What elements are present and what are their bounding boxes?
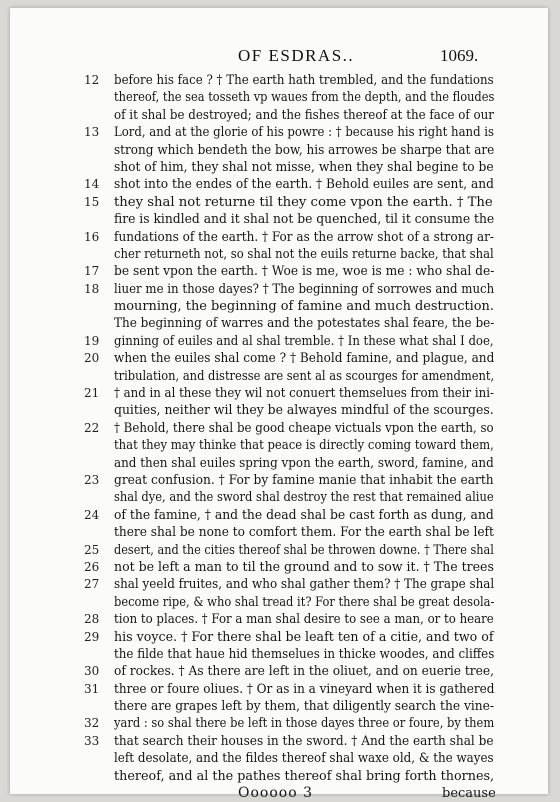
text-line bbox=[10, 194, 548, 211]
verse-number: 26 bbox=[84, 559, 100, 574]
line-text: and then shal euiles spring vpon the earth, sword, famine, and bbox=[114, 455, 494, 471]
line-text: before his face ? † The earth hath trembled, and the fundations bbox=[114, 73, 494, 88]
verse-number: 31 bbox=[84, 681, 100, 696]
verse-number: 16 bbox=[84, 229, 100, 244]
verse-number: 21 bbox=[84, 386, 100, 401]
line-text: tribulation, and distresse are sent al as scourges for amendment, bbox=[114, 368, 495, 384]
text-line bbox=[10, 524, 548, 541]
line-text: yard : so shal there be left in those dayes three or foure, by them bbox=[114, 716, 495, 732]
line-text: cher returneth not, so shal not the euils returne backe, that shal bbox=[114, 246, 494, 262]
line-text: that search their houses in the sword. † And the earth shal be bbox=[114, 733, 494, 749]
catchword: because bbox=[442, 786, 496, 802]
verse-number: 22 bbox=[84, 420, 100, 435]
text-line bbox=[10, 211, 548, 228]
line-text: of rockes. † As there are left in the oliuet, and on euerie tree, bbox=[114, 664, 494, 680]
line-text: thereof, the sea tosseth vp waues from the depth, and the floudes bbox=[114, 90, 495, 106]
verse-number: 15 bbox=[84, 194, 100, 209]
text-line bbox=[10, 733, 548, 750]
verse-number: 32 bbox=[84, 716, 100, 731]
verse-number: 25 bbox=[84, 542, 100, 557]
verse-number: 33 bbox=[84, 733, 100, 748]
running-head: OF ESDRAS.. bbox=[238, 46, 355, 65]
verse-number: 12 bbox=[84, 73, 100, 87]
verse-number: 13 bbox=[84, 125, 100, 140]
verse-number: 19 bbox=[84, 333, 100, 348]
line-text: quities, neither wil they be alwayes mindful of the scourges. bbox=[114, 403, 494, 419]
verse-number: 24 bbox=[84, 507, 100, 522]
line-text: fundations of the earth. † For as the arrow shot of a strong ar- bbox=[114, 229, 494, 245]
line-text: be sent vpon the earth. † Woe is me, woe is me : who shal de- bbox=[114, 264, 495, 280]
line-text: the filde that haue hid themselues in thicke woodes, and cliffes bbox=[114, 646, 495, 662]
text-line bbox=[10, 281, 548, 298]
line-text: left desolate, and the fildes thereof shal waxe old, & the wayes bbox=[114, 751, 494, 767]
text-line bbox=[10, 72, 548, 89]
text-line bbox=[10, 629, 548, 646]
text-line bbox=[10, 698, 548, 715]
text-line bbox=[10, 159, 548, 176]
line-text: tion to places. † For a man shal desire to see a man, or to heare bbox=[114, 612, 494, 628]
line-text: The beginning of warres and the potestates shal feare, the be- bbox=[114, 316, 495, 332]
text-line bbox=[10, 507, 548, 524]
verse-number: 23 bbox=[84, 472, 100, 487]
signature-mark: Oooooo 3 bbox=[238, 785, 313, 802]
line-text: shal yeeld fruites, and who shal gather them? † The grape shal bbox=[114, 577, 495, 593]
line-text: become ripe, & who shal tread it? For there shal be great desola- bbox=[114, 594, 495, 610]
text-line bbox=[10, 542, 548, 559]
line-text: thereof, and al the pathes thereof shal bring forth thornes, bbox=[114, 768, 495, 784]
text-line bbox=[10, 333, 548, 350]
text-line bbox=[10, 437, 548, 454]
text-line bbox=[10, 576, 548, 593]
text-line bbox=[10, 715, 548, 732]
text-line bbox=[10, 124, 548, 141]
line-text: of it shal be destroyed; and the fishes thereof at the face of our bbox=[114, 107, 494, 123]
text-line bbox=[10, 89, 548, 106]
text-line bbox=[10, 559, 548, 576]
text-line bbox=[10, 350, 548, 367]
text-line bbox=[10, 229, 548, 246]
line-text: when the euiles shal come ? † Behold famine, and plague, and bbox=[114, 351, 495, 367]
book-page bbox=[10, 8, 548, 802]
line-text: his voyce. † For there shal be leaft ten of a citie, and two of bbox=[114, 629, 494, 645]
text-line bbox=[10, 142, 548, 159]
verse-number: 14 bbox=[84, 177, 100, 192]
page-header bbox=[10, 46, 548, 70]
page-number: 1069. bbox=[440, 46, 479, 65]
verse-number: 28 bbox=[84, 612, 100, 627]
line-text: there shal be none to comfort them. For the earth shal be left bbox=[114, 525, 494, 541]
line-text: ginning of euiles and al shal tremble. † In these what shal I doe, bbox=[114, 333, 494, 349]
text-line bbox=[10, 385, 548, 402]
body-text bbox=[10, 72, 548, 802]
verse-number: 18 bbox=[84, 281, 100, 296]
verse-number: 20 bbox=[84, 351, 100, 366]
line-text: shot into the endes of the earth. † Behold euiles are sent, and bbox=[114, 177, 494, 193]
verse-number: 27 bbox=[84, 577, 100, 592]
text-line bbox=[10, 107, 548, 124]
verse-number: 29 bbox=[84, 629, 100, 644]
page-footer bbox=[10, 785, 548, 802]
line-text: shot of him, they shal not misse, when they shal begine to be bbox=[114, 159, 494, 175]
line-text: that they may thinke that peace is directly coming toward them, bbox=[114, 438, 494, 454]
line-text: fire is kindled and it shal not be quenched, til it consume the bbox=[114, 212, 495, 228]
text-line bbox=[10, 455, 548, 472]
text-line bbox=[10, 368, 548, 385]
line-text: shal dye, and the sword shal destroy the rest that remained aliue bbox=[114, 490, 494, 506]
line-text: strong which bendeth the bow, his arrowes be sharpe that are bbox=[114, 142, 495, 158]
text-line bbox=[10, 263, 548, 280]
line-text: three or foure oliues. † Or as in a vineyard when it is gathered bbox=[114, 681, 495, 697]
text-line bbox=[10, 489, 548, 506]
text-line bbox=[10, 402, 548, 419]
line-text: they shal not returne til they come vpon the earth. † The bbox=[114, 194, 493, 210]
line-text: there are grapes left by them, that diligently search the vine- bbox=[114, 699, 494, 715]
text-line bbox=[10, 611, 548, 628]
text-line bbox=[10, 681, 548, 698]
text-line bbox=[10, 594, 548, 611]
line-text: desert, and the cities thereof shal be throwen downe. † There shal bbox=[114, 542, 494, 558]
text-line bbox=[10, 420, 548, 437]
line-text: not be left a man to til the ground and to sow it. † The trees bbox=[114, 559, 494, 575]
line-text: Lord, and at the glorie of his powre : † because his right hand is bbox=[114, 125, 494, 141]
line-text: great confusion. † For by famine manie that inhabit the earth bbox=[114, 472, 494, 488]
text-line bbox=[10, 176, 548, 193]
text-line bbox=[10, 646, 548, 663]
text-line bbox=[10, 315, 548, 332]
text-line bbox=[10, 663, 548, 680]
text-line bbox=[10, 246, 548, 263]
text-line bbox=[10, 768, 548, 785]
verse-number: 17 bbox=[84, 264, 100, 279]
verse-number: 30 bbox=[84, 664, 100, 679]
line-text: † Behold, there shal be good cheape victuals vpon the earth, so bbox=[114, 420, 494, 436]
line-text: of the famine, † and the dead shal be cast forth as dung, and bbox=[114, 507, 494, 523]
line-text: † and in al these they wil not conuert themselues from their ini- bbox=[114, 386, 494, 402]
text-line bbox=[10, 472, 548, 489]
line-text: mourning, the beginning of famine and much destruction. bbox=[114, 299, 494, 315]
text-line bbox=[10, 298, 548, 315]
text-line bbox=[10, 750, 548, 767]
line-text: liuer me in those dayes? † The beginning of sorrowes and much bbox=[114, 281, 495, 297]
